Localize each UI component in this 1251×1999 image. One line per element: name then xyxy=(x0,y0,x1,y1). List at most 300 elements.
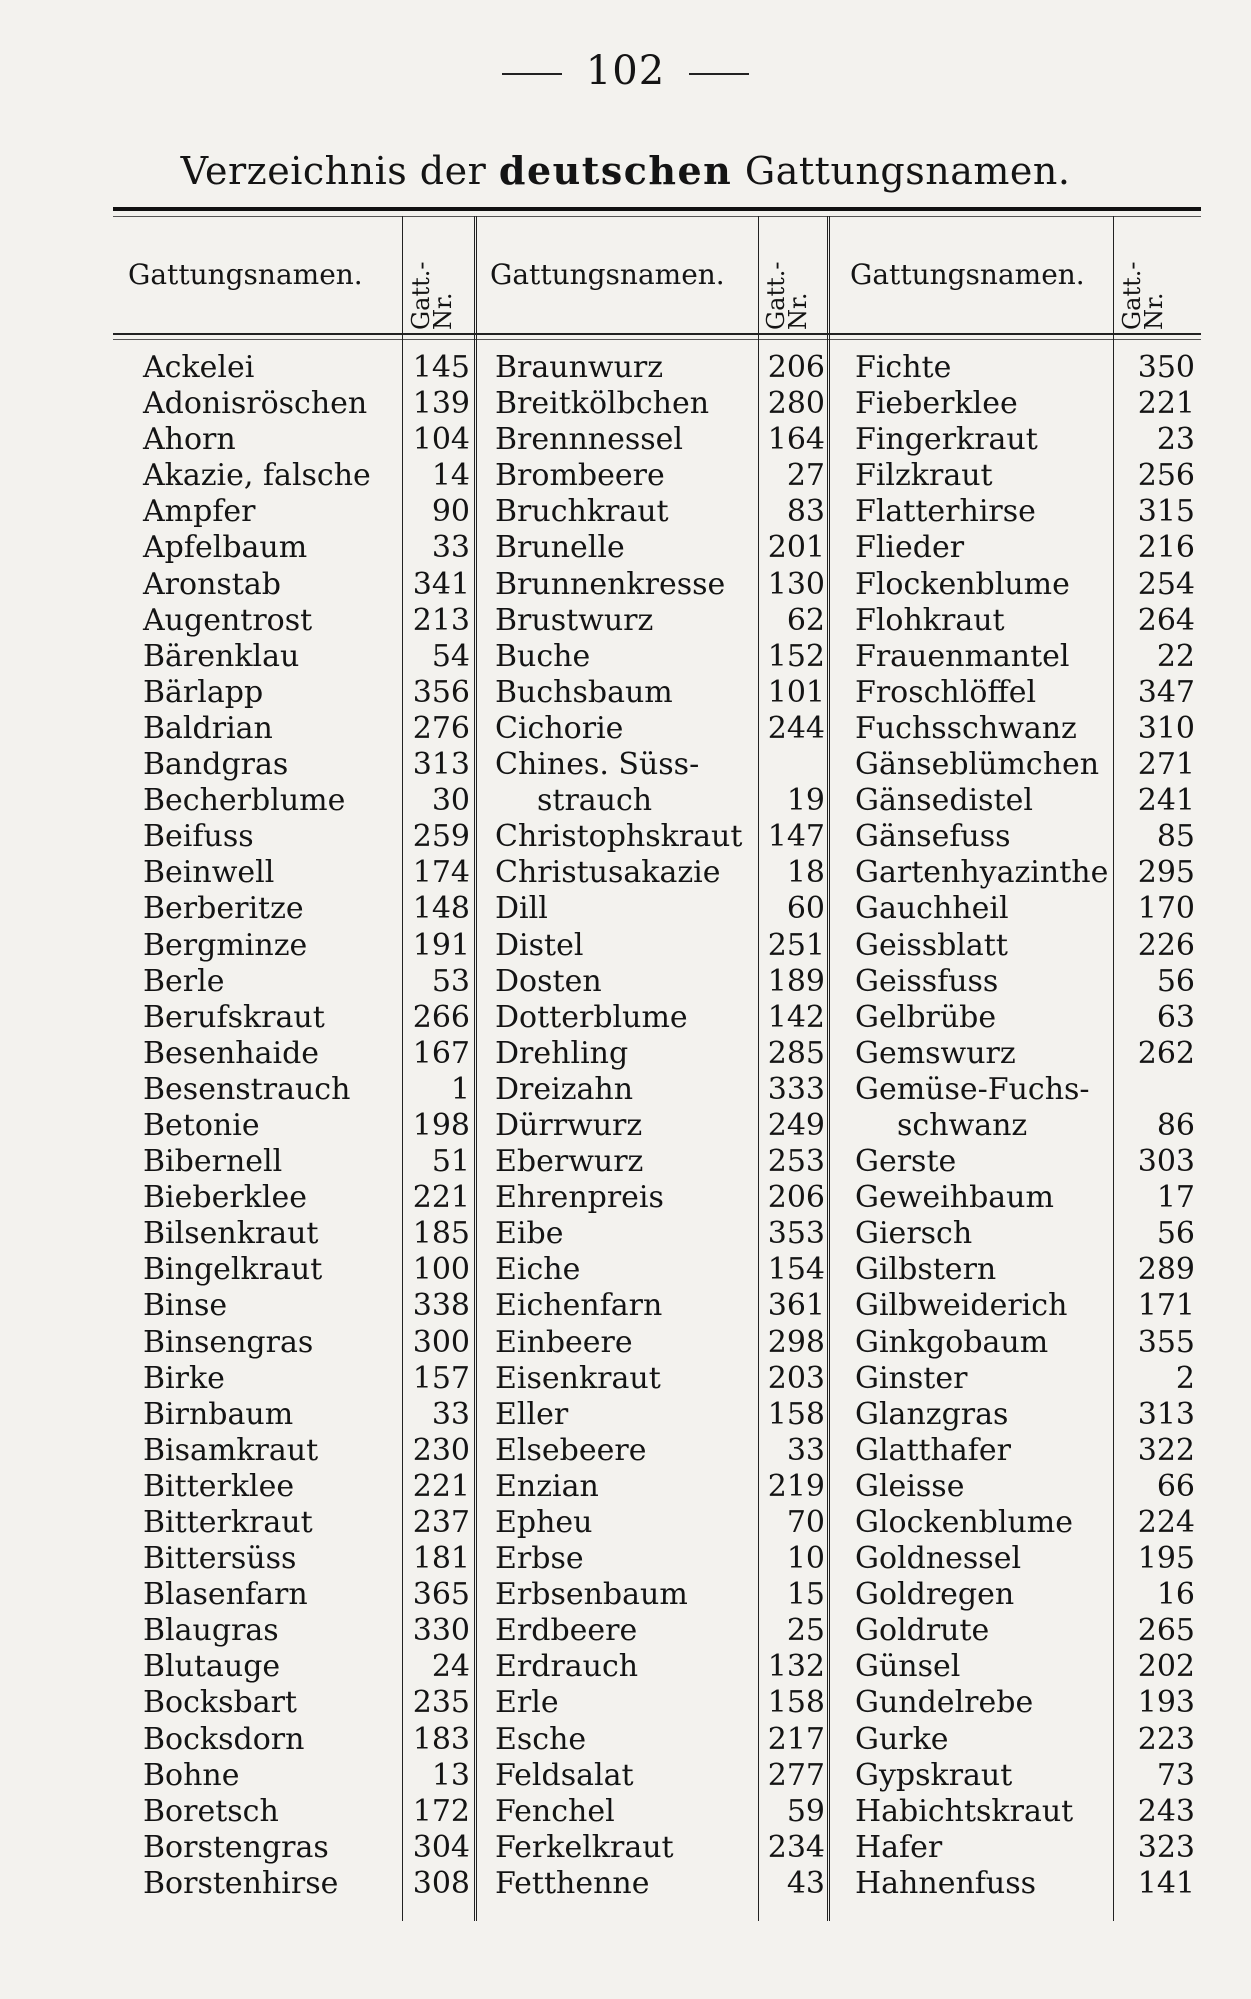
plant-name: Cichorie xyxy=(495,710,624,746)
table-row xyxy=(143,350,473,386)
genus-number: 62 xyxy=(786,602,825,638)
plant-name: Goldrute xyxy=(855,1613,990,1649)
genus-number: 142 xyxy=(767,999,825,1035)
table-row xyxy=(855,1288,1195,1324)
plant-name: Gelbrübe xyxy=(855,999,997,1035)
plant-name: Erbsenbaum xyxy=(495,1577,688,1613)
table-row xyxy=(855,783,1195,819)
genus-number: 298 xyxy=(767,1324,825,1360)
table-row xyxy=(143,1758,473,1794)
table-row xyxy=(495,964,825,1000)
plant-name: Esche xyxy=(495,1721,587,1757)
plant-name: Eichenfarn xyxy=(495,1288,663,1324)
table-row xyxy=(855,1613,1195,1649)
genus-number: 262 xyxy=(1137,1035,1195,1071)
table-row xyxy=(143,1433,473,1469)
plant-name: Becherblume xyxy=(143,783,346,819)
genus-number: 86 xyxy=(1156,1107,1195,1143)
table-row xyxy=(855,1794,1195,1830)
table-row xyxy=(855,928,1195,964)
plant-name: Berufskraut xyxy=(143,999,325,1035)
table-row xyxy=(143,1216,473,1252)
plant-name: Berle xyxy=(143,963,225,999)
plant-name: Bärenklau xyxy=(143,638,300,674)
genus-number: 195 xyxy=(1137,1541,1195,1577)
genus-number: 244 xyxy=(767,710,825,746)
table-row xyxy=(495,1288,825,1324)
plant-name: Gänsefuss xyxy=(855,819,1011,855)
table-row xyxy=(143,603,473,639)
plant-name: Erdbeere xyxy=(495,1613,638,1649)
genus-number: 164 xyxy=(767,422,825,458)
plant-name: Glatthafer xyxy=(855,1432,1011,1468)
plant-name: Gurke xyxy=(855,1721,949,1757)
genus-number: 253 xyxy=(767,1144,825,1180)
table-row xyxy=(143,1072,473,1108)
plant-name: Bieberklee xyxy=(143,1180,307,1216)
genus-number: 24 xyxy=(431,1649,470,1685)
plant-name: Blasenfarn xyxy=(143,1577,308,1613)
genus-number: 193 xyxy=(1137,1685,1195,1721)
table-row xyxy=(855,891,1195,927)
genus-number: 101 xyxy=(767,674,825,710)
table-row xyxy=(143,711,473,747)
table-row xyxy=(143,1180,473,1216)
table-row xyxy=(143,530,473,566)
table-row xyxy=(143,422,473,458)
genus-number: 221 xyxy=(412,1468,470,1504)
plant-name: Goldnessel xyxy=(855,1541,1022,1577)
table-row xyxy=(143,747,473,783)
genus-number: 22 xyxy=(1156,638,1195,674)
table-row xyxy=(143,1252,473,1288)
table-row xyxy=(143,1613,473,1649)
table-row xyxy=(495,386,825,422)
plant-name: Braunwurz xyxy=(495,350,664,385)
genus-number: 132 xyxy=(767,1649,825,1685)
genus-number: 158 xyxy=(767,1396,825,1432)
table-row xyxy=(855,1505,1195,1541)
genus-number: 51 xyxy=(431,1144,470,1180)
table-row xyxy=(855,1000,1195,1036)
plant-name: Enzian xyxy=(495,1468,599,1504)
plant-name: Flatterhirse xyxy=(855,494,1036,530)
table-row xyxy=(855,494,1195,530)
genus-number: 353 xyxy=(767,1216,825,1252)
plant-name: Günsel xyxy=(855,1649,961,1685)
genus-number: 104 xyxy=(412,422,470,458)
plant-name: Fetthenne xyxy=(495,1865,650,1901)
genus-number: 16 xyxy=(1156,1577,1195,1613)
genus-number: 167 xyxy=(412,1035,470,1071)
plant-name: Buche xyxy=(495,638,591,674)
genus-number: 90 xyxy=(431,494,470,530)
table-row xyxy=(143,1577,473,1613)
plant-name: Flieder xyxy=(855,530,965,566)
genus-number: 19 xyxy=(786,783,825,819)
genus-number: 139 xyxy=(412,386,470,422)
genus-number: 330 xyxy=(412,1613,470,1649)
table-row xyxy=(855,1866,1195,1902)
genus-number: 1 xyxy=(450,1071,470,1107)
table-row xyxy=(143,1361,473,1397)
plant-name: Bisamkraut xyxy=(143,1432,319,1468)
table-row xyxy=(495,891,825,927)
table-row xyxy=(855,1397,1195,1433)
plant-name: Fenchel xyxy=(495,1793,615,1829)
header-nr-line1: Gatt.- xyxy=(1118,261,1146,330)
table-row xyxy=(495,1252,825,1288)
genus-number: 172 xyxy=(412,1793,470,1829)
plant-name: schwanz xyxy=(897,1107,1028,1143)
genus-number: 100 xyxy=(412,1252,470,1288)
table-row xyxy=(495,350,825,386)
plant-name: Baldrian xyxy=(143,710,273,746)
plant-name: Erbse xyxy=(495,1541,584,1577)
plant-name: Dotterblume xyxy=(495,999,688,1035)
table-row xyxy=(143,1541,473,1577)
genus-number: 223 xyxy=(1137,1721,1195,1757)
genus-number: 277 xyxy=(767,1757,825,1793)
title-suffix: Gattungsnamen. xyxy=(744,149,1071,193)
table-row xyxy=(143,1000,473,1036)
table-row xyxy=(855,603,1195,639)
plant-name: Gartenhyazinthe xyxy=(855,855,1109,891)
column-double-divider xyxy=(474,216,477,1921)
plant-name: Besenstrauch xyxy=(143,1071,351,1107)
plant-name: Gleisse xyxy=(855,1468,965,1504)
plant-name: Akazie, falsche xyxy=(143,458,371,494)
genus-number: 83 xyxy=(786,494,825,530)
genus-number: 13 xyxy=(431,1757,470,1793)
table-row xyxy=(495,1180,825,1216)
genus-number: 158 xyxy=(767,1685,825,1721)
column-double-divider xyxy=(827,216,830,1921)
plant-name: Gauchheil xyxy=(855,891,1009,927)
genus-number: 265 xyxy=(1137,1613,1195,1649)
plant-name: Beifuss xyxy=(143,819,254,855)
genus-number: 235 xyxy=(412,1685,470,1721)
table-row xyxy=(855,567,1195,603)
plant-name: Bitterkraut xyxy=(143,1505,313,1540)
plant-name: Bärlapp xyxy=(143,674,264,710)
plant-name: Ferkelkraut xyxy=(495,1829,674,1865)
table-row xyxy=(855,1541,1195,1577)
genus-number: 230 xyxy=(412,1432,470,1468)
plant-name: Fingerkraut xyxy=(855,422,1038,458)
table-row xyxy=(143,1830,473,1866)
table-row xyxy=(495,1036,825,1072)
plant-name: Brombeere xyxy=(495,458,665,494)
plant-name: Flockenblume xyxy=(855,566,1070,602)
genus-number: 322 xyxy=(1137,1432,1195,1468)
plant-name: Glanzgras xyxy=(855,1396,1009,1432)
table-row xyxy=(855,1685,1195,1721)
header-name-2: Gattungsnamen. xyxy=(490,258,725,291)
table-row xyxy=(495,458,825,494)
table-row xyxy=(855,711,1195,747)
table-row xyxy=(855,964,1195,1000)
table-row xyxy=(495,675,825,711)
plant-name: Gemswurz xyxy=(855,1035,1016,1071)
table-row xyxy=(855,819,1195,855)
table-row xyxy=(495,1577,825,1613)
genus-number: 43 xyxy=(786,1865,825,1901)
table-row xyxy=(855,530,1195,566)
table-row xyxy=(143,855,473,891)
plant-name: Filzkraut xyxy=(855,458,993,494)
table-row xyxy=(495,711,825,747)
plant-name: Birke xyxy=(143,1360,225,1396)
table-row xyxy=(495,1108,825,1144)
plant-name: Ackelei xyxy=(143,350,255,385)
plant-name: Buchsbaum xyxy=(495,674,673,710)
genus-number: 85 xyxy=(1156,819,1195,855)
plant-name: Frauenmantel xyxy=(855,638,1070,674)
genus-number: 56 xyxy=(1156,963,1195,999)
genus-number: 170 xyxy=(1137,891,1195,927)
plant-name: Birnbaum xyxy=(143,1396,294,1432)
genus-number: 59 xyxy=(786,1793,825,1829)
table-row xyxy=(855,1252,1195,1288)
names-column-2 xyxy=(495,350,825,1902)
table-row xyxy=(495,422,825,458)
plant-name: Eiche xyxy=(495,1252,581,1288)
genus-number: 10 xyxy=(786,1541,825,1577)
genus-number: 251 xyxy=(767,927,825,963)
genus-number: 130 xyxy=(767,566,825,602)
genus-number: 241 xyxy=(1137,783,1195,819)
plant-name: Ginkgobaum xyxy=(855,1324,1049,1360)
genus-number: 224 xyxy=(1137,1505,1195,1540)
genus-number: 264 xyxy=(1137,602,1195,638)
table-row xyxy=(495,567,825,603)
genus-number: 315 xyxy=(1137,494,1195,530)
plant-name: Berberitze xyxy=(143,891,304,927)
genus-number: 53 xyxy=(431,963,470,999)
table-row xyxy=(495,855,825,891)
genus-number: 202 xyxy=(1137,1649,1195,1685)
table-row xyxy=(855,1758,1195,1794)
genus-number: 66 xyxy=(1156,1468,1195,1504)
genus-number: 221 xyxy=(1137,386,1195,422)
genus-number: 181 xyxy=(412,1541,470,1577)
genus-number: 304 xyxy=(412,1829,470,1865)
header-nr-line2: Nr. xyxy=(1140,292,1168,330)
plant-name: Distel xyxy=(495,927,584,963)
plant-name: Epheu xyxy=(495,1505,593,1540)
genus-number: 73 xyxy=(1156,1757,1195,1793)
genus-number: 216 xyxy=(1137,530,1195,566)
genus-number: 347 xyxy=(1137,674,1195,710)
genus-number: 271 xyxy=(1137,747,1195,783)
table-top-rule xyxy=(113,207,1201,211)
page-number-dash-left xyxy=(502,73,562,75)
names-column-1 xyxy=(143,350,473,1902)
plant-name: Geissblatt xyxy=(855,927,1008,963)
plant-name: Hafer xyxy=(855,1829,943,1865)
table-row xyxy=(495,1830,825,1866)
plant-name: Bocksdorn xyxy=(143,1721,305,1757)
table-row xyxy=(855,675,1195,711)
table-row xyxy=(855,1216,1195,1252)
plant-name: strauch xyxy=(537,783,653,819)
genus-number: 313 xyxy=(412,747,470,783)
plant-name: Dürrwurz xyxy=(495,1107,643,1143)
genus-number: 63 xyxy=(1156,999,1195,1035)
plant-name: Blutauge xyxy=(143,1649,281,1685)
plant-name: Borstenhirse xyxy=(143,1865,339,1901)
table-row xyxy=(495,603,825,639)
table-row xyxy=(495,1541,825,1577)
genus-number: 154 xyxy=(767,1252,825,1288)
genus-number: 33 xyxy=(786,1432,825,1468)
genus-number: 2 xyxy=(1175,1360,1195,1396)
genus-number: 171 xyxy=(1137,1288,1195,1324)
table-row xyxy=(495,1794,825,1830)
table-row xyxy=(143,458,473,494)
genus-number: 350 xyxy=(1137,350,1195,385)
genus-number: 148 xyxy=(412,891,470,927)
table-row xyxy=(143,1685,473,1721)
plant-name: Flohkraut xyxy=(855,602,1005,638)
genus-number: 206 xyxy=(767,1180,825,1216)
header-nr-line2: Nr. xyxy=(429,292,457,330)
table-row xyxy=(855,1325,1195,1361)
plant-name: Elsebeere xyxy=(495,1432,647,1468)
genus-number: 25 xyxy=(786,1613,825,1649)
table-row xyxy=(495,1144,825,1180)
table-header-rule xyxy=(113,333,1201,335)
page-number xyxy=(0,48,1251,94)
table-header-rule-thin xyxy=(113,339,1201,340)
table-row xyxy=(855,422,1195,458)
header-nr-line1: Gatt.- xyxy=(762,261,790,330)
genus-number: 147 xyxy=(767,819,825,855)
genus-number: 295 xyxy=(1137,855,1195,891)
plant-name: Geissfuss xyxy=(855,963,999,999)
plant-name: Habichtskraut xyxy=(855,1793,1074,1829)
table-row xyxy=(143,1288,473,1324)
table-row xyxy=(855,1072,1195,1108)
table-row xyxy=(495,1361,825,1397)
plant-name: Bingelkraut xyxy=(143,1252,323,1288)
table-row xyxy=(143,928,473,964)
genus-number: 341 xyxy=(412,566,470,602)
genus-number: 191 xyxy=(412,927,470,963)
plant-name: Gypskraut xyxy=(855,1757,1013,1793)
genus-number: 219 xyxy=(767,1468,825,1504)
names-column-3 xyxy=(855,350,1195,1902)
plant-name: Ginster xyxy=(855,1360,968,1396)
plant-name: Blaugras xyxy=(143,1613,279,1649)
plant-name: Geweihbaum xyxy=(855,1180,1054,1216)
plant-name: Bruchkraut xyxy=(495,494,669,530)
genus-number: 308 xyxy=(412,1865,470,1901)
plant-name: Ahorn xyxy=(143,422,236,458)
genus-number: 237 xyxy=(412,1505,470,1540)
page-number-dash-right xyxy=(689,73,749,75)
genus-number: 157 xyxy=(412,1360,470,1396)
genus-number: 18 xyxy=(786,855,825,891)
genus-number: 243 xyxy=(1137,1793,1195,1829)
table-row xyxy=(143,1649,473,1685)
genus-number: 201 xyxy=(767,530,825,566)
genus-number: 234 xyxy=(767,1829,825,1865)
plant-name: Betonie xyxy=(143,1107,260,1143)
genus-number: 183 xyxy=(412,1721,470,1757)
table-row xyxy=(495,1758,825,1794)
genus-number: 14 xyxy=(431,458,470,494)
plant-name: Hahnenfuss xyxy=(855,1865,1036,1901)
plant-name: Christophskraut xyxy=(495,819,743,855)
genus-number: 310 xyxy=(1137,710,1195,746)
table-row xyxy=(495,1397,825,1433)
plant-name: Froschlöffel xyxy=(855,674,1037,710)
table-row xyxy=(143,675,473,711)
table-row xyxy=(495,819,825,855)
plant-name: Gerste xyxy=(855,1144,957,1180)
plant-name: Augentrost xyxy=(143,602,313,638)
genus-number: 361 xyxy=(767,1288,825,1324)
plant-name: Gemüse-Fuchs- xyxy=(855,1071,1090,1107)
genus-number: 266 xyxy=(412,999,470,1035)
plant-name: Ehrenpreis xyxy=(495,1180,664,1216)
plant-name: Eibe xyxy=(495,1216,564,1252)
plant-name: Binse xyxy=(143,1288,228,1324)
genus-number: 198 xyxy=(412,1107,470,1143)
plant-name: Christusakazie xyxy=(495,855,721,891)
table-row xyxy=(143,783,473,819)
plant-name: Feldsalat xyxy=(495,1757,634,1793)
plant-name: Dill xyxy=(495,891,548,927)
table-row xyxy=(855,1577,1195,1613)
table-row xyxy=(495,1722,825,1758)
header-name-3: Gattungsnamen. xyxy=(850,258,1085,291)
table-row xyxy=(495,1216,825,1252)
genus-number: 249 xyxy=(767,1107,825,1143)
genus-number: 189 xyxy=(767,963,825,999)
plant-name: Fichte xyxy=(855,350,952,385)
genus-number: 141 xyxy=(1137,1865,1195,1901)
plant-name: Eisenkraut xyxy=(495,1360,661,1396)
plant-name: Apfelbaum xyxy=(143,530,308,566)
table-row xyxy=(143,1144,473,1180)
plant-name: Brunnenkresse xyxy=(495,566,726,602)
page-number-text: 102 xyxy=(585,48,666,94)
table-row xyxy=(855,1433,1195,1469)
genus-number: 30 xyxy=(431,783,470,819)
table-row xyxy=(495,1649,825,1685)
genus-number: 313 xyxy=(1137,1396,1195,1432)
header-nr-1 xyxy=(407,220,457,330)
table-row xyxy=(143,1794,473,1830)
table-row xyxy=(495,747,825,783)
plant-name: Boretsch xyxy=(143,1793,279,1829)
genus-number: 365 xyxy=(412,1577,470,1613)
table-row xyxy=(143,494,473,530)
table-row xyxy=(495,1469,825,1505)
genus-number: 303 xyxy=(1137,1144,1195,1180)
title-prefix: Verzeichnis der xyxy=(180,149,487,193)
plant-name: Dreizahn xyxy=(495,1071,634,1107)
plant-name: Gilbstern xyxy=(855,1252,997,1288)
table-row xyxy=(143,639,473,675)
plant-name: Fuchsschwanz xyxy=(855,710,1077,746)
genus-number: 338 xyxy=(412,1288,470,1324)
table-row xyxy=(143,1108,473,1144)
genus-number: 54 xyxy=(431,638,470,674)
